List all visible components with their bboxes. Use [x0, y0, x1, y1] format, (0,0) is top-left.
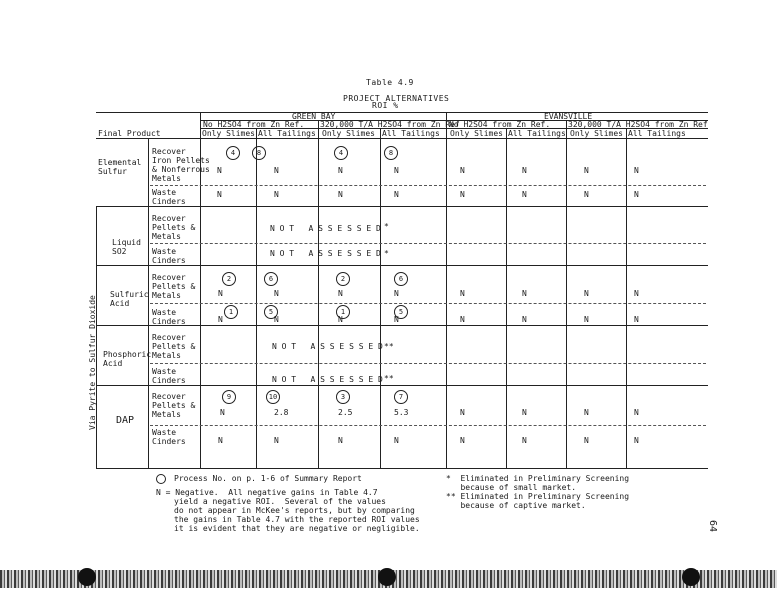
evansville-header: EVANSVILLE [544, 112, 593, 121]
row-rule [96, 325, 708, 326]
cell-value: N [338, 166, 343, 175]
process-circle: 3 [336, 390, 350, 404]
row-rule [96, 206, 708, 207]
col-divider [380, 128, 381, 468]
process-circle: 1 [336, 305, 350, 319]
gb-no-h2so4-header: No H2SO4 from Zn Ref. [203, 120, 305, 129]
cell-value: N [522, 436, 527, 445]
process-circle: 10 [266, 390, 280, 404]
process-circle: 7 [394, 390, 408, 404]
cell-value: N [338, 289, 343, 298]
row-dash [150, 303, 706, 304]
cell-value: N [584, 315, 589, 324]
footnote-mark: * [384, 222, 389, 231]
gb-col2a-header: Only Slimes [322, 129, 375, 138]
table-bottom-rule [96, 468, 708, 469]
cell-value: N [460, 190, 465, 199]
ev-col4b-header: All Tailings [628, 129, 686, 138]
product-phosphoric-acid: Phosphoric Acid [103, 350, 152, 368]
cell-value: N [338, 190, 343, 199]
cell-value: N [634, 166, 639, 175]
cell-value: N [217, 190, 222, 199]
row-dash [150, 185, 706, 186]
cell-value: N [218, 315, 223, 324]
product-sulfuric-acid: Sulfuric Acid [110, 290, 149, 308]
gb-col1b-header: All Tailings [258, 129, 316, 138]
process-circle: 6 [394, 272, 408, 286]
cell-value: N [338, 315, 343, 324]
cell-value: N [584, 289, 589, 298]
cell-value: N [460, 315, 465, 324]
cell-value: N [584, 166, 589, 175]
note-negative: the gains in Table 4.7 with the reported ROI values [174, 515, 420, 524]
ev-scenario-divider [566, 120, 567, 468]
cell-value: N [218, 436, 223, 445]
cell-value: N [274, 436, 279, 445]
process-circle: 4 [226, 146, 240, 160]
product-elemental-sulfur: Elemental Sulfur [98, 158, 142, 176]
cell-value: N [460, 408, 465, 417]
cell-value: N [217, 166, 222, 175]
cell-value: N [522, 190, 527, 199]
cell-value: N [460, 436, 465, 445]
table-number: Table 4.9 [366, 78, 414, 87]
option-recover-pellets: Recover Pellets & Metals [152, 273, 196, 300]
note-star2: ** Eliminated in Preliminary Screening [446, 492, 630, 501]
cell-value: N [460, 166, 465, 175]
cell-value: N [338, 436, 343, 445]
table-title: PROJECT ALTERNATIVES [343, 94, 450, 103]
note-negative: yield a negative ROI. Several of the values [174, 497, 386, 506]
cell-value: N [634, 315, 639, 324]
option-recover-pellets: Recover Pellets & Metals [152, 333, 196, 360]
ev-col3a-header: Only Slimes [450, 129, 503, 138]
not-assessed: N O T A S S E S S E D [270, 249, 381, 258]
cell-value: N [584, 190, 589, 199]
not-assessed: N O T A S S E S S E D [270, 224, 381, 233]
not-assessed: N O T A S S E S S E D [272, 342, 383, 351]
cell-value: N [274, 166, 279, 175]
col-divider [626, 128, 627, 468]
cell-value: 2.5 [338, 408, 353, 417]
ev-320k-header: 320,000 T/A H2SO4 from Zn Ref [568, 120, 708, 129]
cell-value: N [274, 315, 279, 324]
process-circle: 8 [384, 146, 398, 160]
cell-value: N [394, 315, 399, 324]
gb-320k-header: 320,000 T/A H2SO4 from Zn Ref [320, 120, 460, 129]
cell-value: N [218, 289, 223, 298]
note-negative: do not appear in McKee's reports, but by comparing [174, 506, 415, 515]
option-waste-cinders: Waste Cinders [152, 188, 186, 206]
table-top-rule [96, 112, 708, 113]
gb-scenario-divider [318, 120, 319, 468]
footnote-mark: ** [384, 374, 394, 383]
process-circle: 6 [264, 272, 278, 286]
row-dash [150, 363, 706, 364]
option-recover-pellets: Recover Pellets & Metals [152, 392, 196, 419]
binding-hole [78, 568, 96, 586]
option-waste-cinders: Waste Cinders [152, 308, 186, 326]
cell-value: N [394, 436, 399, 445]
process-circle: 5 [394, 305, 408, 319]
cell-value: N [394, 166, 399, 175]
city-divider [446, 112, 447, 468]
process-circle: 2 [222, 272, 236, 286]
process-circle: 5 [264, 305, 278, 319]
cell-value: N [634, 408, 639, 417]
final-product-header: Final Product [98, 129, 161, 138]
process-circle: 8 [252, 146, 266, 160]
cell-value: N [220, 408, 225, 417]
footnote-mark: ** [384, 342, 394, 351]
process-circle: 4 [334, 146, 348, 160]
cell-value: N [460, 289, 465, 298]
note-negative: it is evident that they are negative or negligible. [174, 524, 420, 533]
option-recover-pellets: Recover Pellets & Metals [152, 214, 196, 241]
note-star2: because of captive market. [446, 501, 586, 510]
cell-value: N [634, 190, 639, 199]
note-star1: * Eliminated in Preliminary Screening [446, 474, 630, 483]
cell-value: N [522, 289, 527, 298]
option-waste-cinders: Waste Cinders [152, 428, 186, 446]
option-waste-cinders: Waste Cinders [152, 247, 186, 265]
not-assessed: N O T A S S E S S E D [272, 375, 383, 384]
cell-value: N [634, 289, 639, 298]
ev-col3b-header: All Tailings [508, 129, 566, 138]
row-rule [96, 265, 708, 266]
cell-value: N [394, 289, 399, 298]
ev-col4a-header: Only Slimes [570, 129, 623, 138]
side-label: Via Pyrite to Sulfur Dioxide [88, 295, 97, 430]
process-circle: 1 [224, 305, 238, 319]
note-star1: because of small market. [446, 483, 577, 492]
col-divider [506, 128, 507, 468]
binding-hole [378, 568, 396, 586]
footnote-mark: * [384, 249, 389, 258]
header-bottom-rule [96, 138, 708, 139]
cell-value: 5.3 [394, 408, 409, 417]
cell-value: N [634, 436, 639, 445]
row-rule [96, 385, 708, 386]
cell-value: N [584, 408, 589, 417]
cell-value: N [584, 436, 589, 445]
row-dash [150, 425, 706, 426]
cell-value: 2.8 [274, 408, 289, 417]
product-dap: DAP [116, 415, 135, 426]
product-liquid-so2: Liquid SO2 [112, 238, 141, 256]
circle-legend-icon [156, 474, 166, 484]
table-subtitle: ROI % [372, 101, 399, 110]
option-waste-cinders: Waste Cinders [152, 367, 186, 385]
gb-col2b-header: All Tailings [382, 129, 440, 138]
row-dash [150, 243, 706, 244]
process-circle: 9 [222, 390, 236, 404]
page-number: 64 [707, 520, 718, 533]
cell-value: N [522, 166, 527, 175]
cell-value: N [274, 190, 279, 199]
green-bay-header: GREEN BAY [292, 112, 336, 121]
cell-value: N [522, 408, 527, 417]
note-negative: N = Negative. All negative gains in Table 4.7 [156, 488, 378, 497]
ev-no-h2so4-header: No H2SO4 from Zn Ref. [449, 120, 551, 129]
col-divider [256, 128, 257, 468]
gb-col1a-header: Only Slimes [202, 129, 255, 138]
note-process-no: Process No. on p. 1-6 of Summary Report [174, 474, 362, 483]
option-recover-iron: Recover Iron Pellets & Nonferrous Metals [152, 147, 210, 183]
cell-value: N [522, 315, 527, 324]
binding-hole [682, 568, 700, 586]
process-circle: 2 [336, 272, 350, 286]
cell-value: N [274, 289, 279, 298]
cell-value: N [394, 190, 399, 199]
